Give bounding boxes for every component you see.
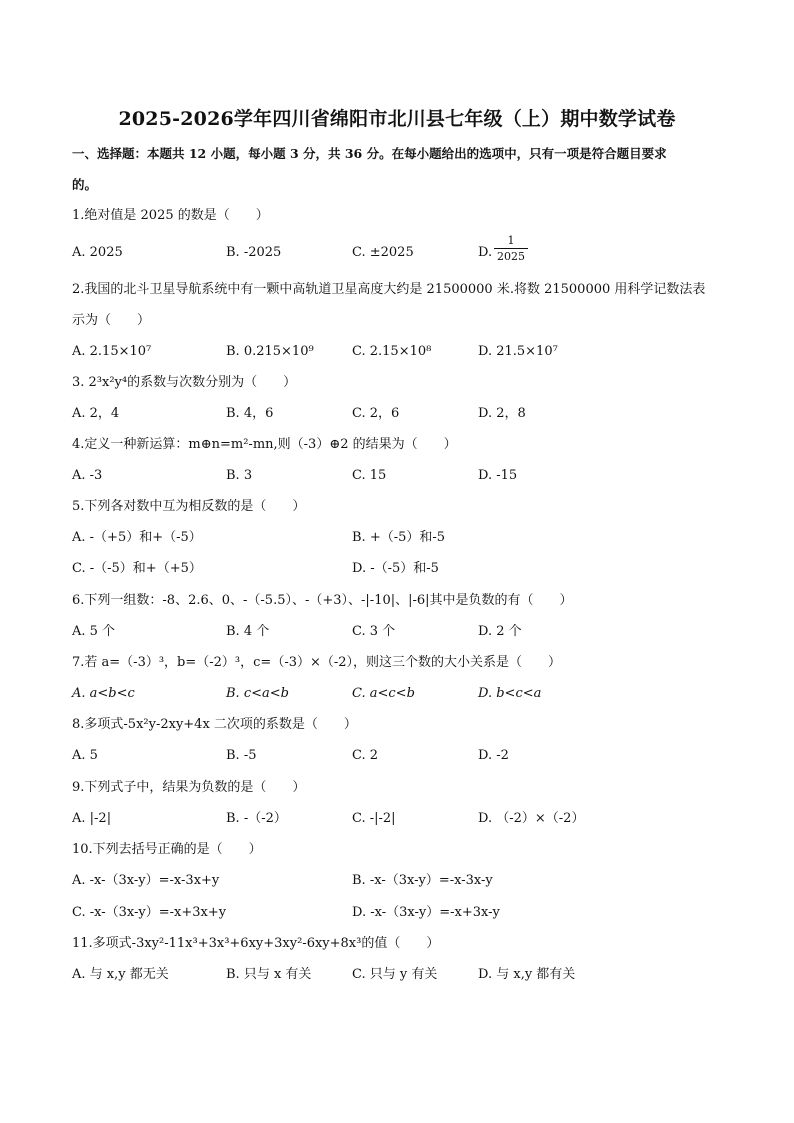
question-9-option-d: D. （-2）×（-2） xyxy=(478,811,585,826)
question-1-stem: 1.绝对值是 2025 的数是（ ） xyxy=(72,208,269,223)
question-6-option-a: A. 5 个 xyxy=(72,624,116,639)
question-10-option-c: C. -x-（3x-y）=-x+3x+y xyxy=(72,905,227,920)
question-11-option-c: C. 只与 y 有关 xyxy=(352,967,438,982)
question-4-stem: 4.定义一种新运算：m⊕n=m²-mn,则（-3）⊕2 的结果为（ ） xyxy=(72,437,457,452)
question-10-option-d: D. -x-（3x-y）=-x+3x-y xyxy=(352,905,500,920)
question-4-option-d: D. -15 xyxy=(478,468,518,483)
question-1-option-a: A. 2025 xyxy=(72,245,123,260)
question-3-option-c: C. 2，6 xyxy=(352,406,400,421)
question-1-option-d: D. xyxy=(478,245,493,260)
question-7-option-a: A. a<b<c xyxy=(72,686,135,701)
question-2-stem-line-1: 2.我国的北斗卫星导航系统中有一颗中高轨道卫星高度大约是 21500000 米.将数 21500000 用科学记数法表 xyxy=(72,282,706,297)
question-1-option-c: C. ±2025 xyxy=(352,245,414,260)
question-6-option-c: C. 3 个 xyxy=(352,624,396,639)
section-heading-line-2: 的。 xyxy=(72,177,98,192)
question-2-option-d: D. 21.5×10⁷ xyxy=(478,344,558,359)
question-7-stem: 7.若 a=（-3）³，b=（-2）³，c=（-3）×（-2），则这三个数的大小关系是（ ） xyxy=(72,655,562,670)
question-5-stem: 5.下列各对数中互为相反数的是（ ） xyxy=(72,499,306,514)
fraction-bar xyxy=(494,248,528,249)
question-9-option-a: A. |-2| xyxy=(72,811,112,826)
question-4-option-a: A. -3 xyxy=(72,468,103,483)
question-8-option-c: C. 2 xyxy=(352,748,379,763)
question-6-stem: 6.下列一组数：-8、2.6、0、-（-5.5）、-（+3）、-|-10|、|-6|其中是负数的有（ ） xyxy=(72,593,573,608)
question-5-option-c: C. -（-5）和+（+5） xyxy=(72,561,202,576)
section-heading-line-1: 一、选择题：本题共 12 小题，每小题 3 分，共 36 分。在每小题给出的选项中，只有一项是符合题目要求 xyxy=(72,146,667,161)
question-6-option-b: B. 4 个 xyxy=(226,624,270,639)
question-10-stem: 10.下列去括号正确的是（ ） xyxy=(72,842,262,857)
question-8-option-d: D. -2 xyxy=(478,748,509,763)
question-8-option-a: A. 5 xyxy=(72,748,98,763)
question-3-option-a: A. 2，4 xyxy=(72,406,120,421)
question-10-option-a: A. -x-（3x-y）=-x-3x+y xyxy=(72,873,220,888)
question-9-option-b: B. -（-2） xyxy=(226,811,287,826)
question-9-option-c: C. -|-2| xyxy=(352,811,396,826)
question-5-option-a: A. -（+5）和+（-5） xyxy=(72,530,202,545)
question-11-stem: 11.多项式-3xy²-11x³+3x³+6xy+3xy²-6xy+8x³的值（ ） xyxy=(72,936,440,951)
question-7-option-b: B. c<a<b xyxy=(226,686,289,701)
question-10-option-b: B. -x-（3x-y）=-x-3x-y xyxy=(352,873,493,888)
question-2-option-a: A. 2.15×10⁷ xyxy=(72,344,152,359)
question-11-option-b: B. 只与 x 有关 xyxy=(226,967,312,982)
question-11-option-a: A. 与 x,y 都无关 xyxy=(72,967,169,982)
question-2-option-b: B. 0.215×10⁹ xyxy=(226,344,314,359)
page-title: 2025-2026学年四川省绵阳市北川县七年级（上）期中数学试卷 xyxy=(118,108,676,130)
question-7-option-c: C. a<c<b xyxy=(352,686,415,701)
question-3-stem: 3. 2³x²y⁴的系数与次数分别为（ ） xyxy=(72,375,297,390)
question-11-option-d: D. 与 x,y 都有关 xyxy=(478,967,576,982)
question-1-option-b: B. -2025 xyxy=(226,245,282,260)
question-8-option-b: B. -5 xyxy=(226,748,257,763)
question-7-option-d: D. b<c<a xyxy=(478,686,542,701)
question-2-option-c: C. 2.15×10⁸ xyxy=(352,344,432,359)
question-5-option-b: B. +（-5）和-5 xyxy=(352,530,446,545)
question-4-option-c: C. 15 xyxy=(352,468,387,483)
question-2-stem-line-2: 示为（ ） xyxy=(72,313,151,328)
question-8-stem: 8.多项式-5x²y-2xy+4x 二次项的系数是（ ） xyxy=(72,717,357,732)
fraction-denominator: 2025 xyxy=(497,250,525,263)
question-5-option-d: D. -（-5）和-5 xyxy=(352,561,439,576)
question-9-stem: 9.下列式子中，结果为负数的是（ ） xyxy=(72,780,306,795)
question-4-option-b: B. 3 xyxy=(226,468,253,483)
question-3-option-b: B. 4，6 xyxy=(226,406,274,421)
fraction-numerator: 1 xyxy=(507,234,515,247)
question-6-option-d: D. 2 个 xyxy=(478,624,522,639)
question-3-option-d: D. 2，8 xyxy=(478,406,526,421)
question-1-option-d-fraction xyxy=(494,234,528,263)
